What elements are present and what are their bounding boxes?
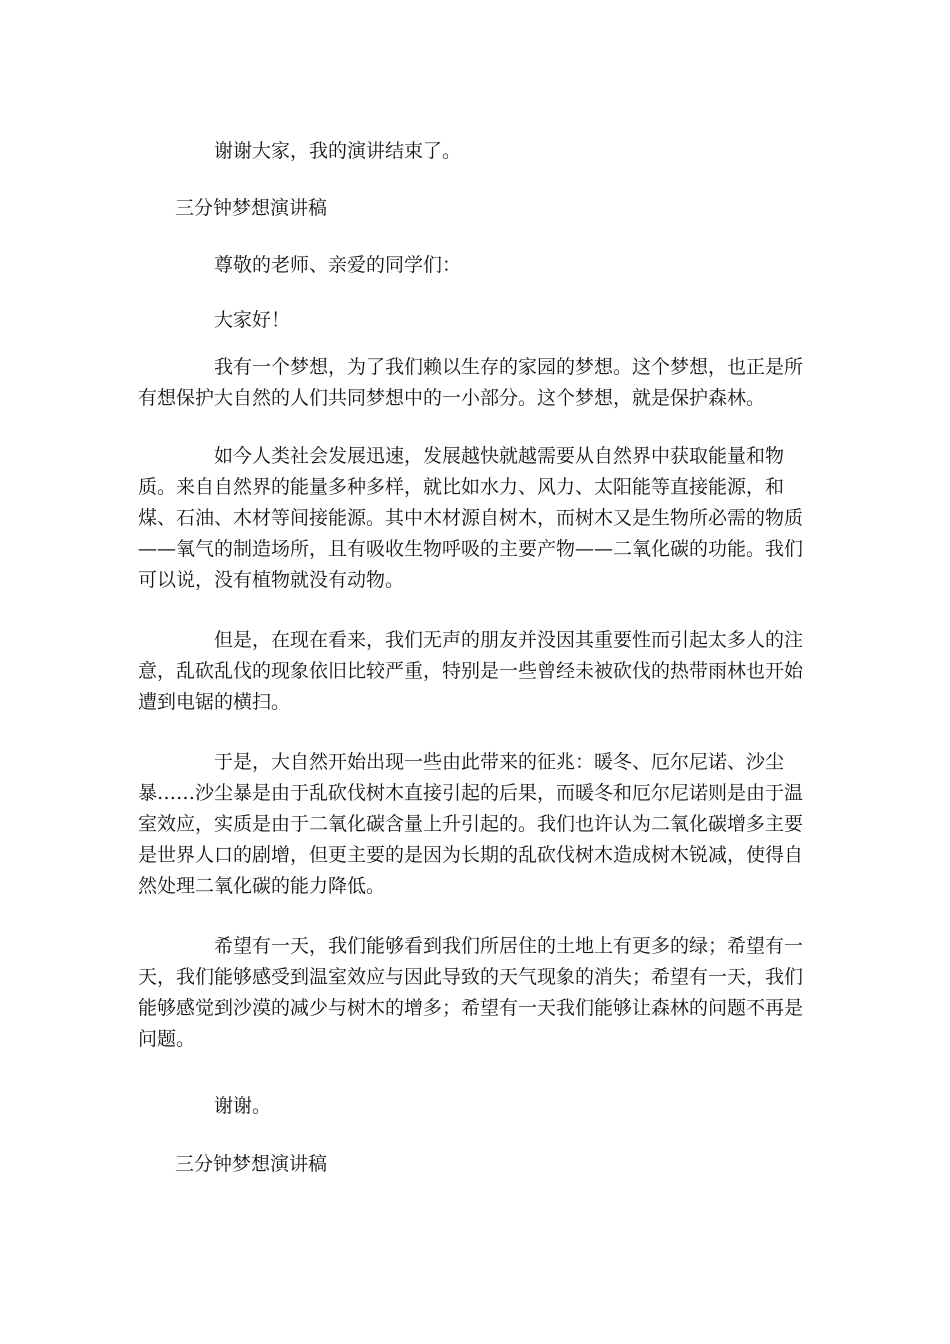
paragraph-hope: 希望有一天，我们能够看到我们所居住的土地上有更多的绿；希望有一天，我们能够感受到温室效应与因此导致的天气现象的消失；希望有一天，我们能够感觉到沙漠的减少与树木的增多；希望有一天我们能够让森林的问题不再是问题。 xyxy=(138,935,804,1050)
paragraph-consequences: 于是，大自然开始出现一些由此带来的征兆：暖冬、厄尔尼诺、沙尘暴……沙尘暴是由于乱砍伐树木直接引起的后果，而暖冬和厄尔尼诺则是由于温室效应，实质是由于二氧化碳含量上升引起的。我们也许认为二氧化碳增多主要是世界人口的剧增，但更主要的是因为长期的乱砍伐树木造成树木锐减，使得自然处理二氧化碳的能力降低。 xyxy=(138,751,804,897)
salutation: 尊敬的老师、亲爱的同学们： xyxy=(214,254,462,276)
closing-line-1: 谢谢大家，我的演讲结束了。 xyxy=(214,140,462,162)
closing-line-2: 谢谢。 xyxy=(214,1095,272,1117)
speech-heading-2: 三分钟梦想演讲稿 xyxy=(175,1153,328,1175)
speech-heading-1: 三分钟梦想演讲稿 xyxy=(175,197,328,219)
greeting: 大家好！ xyxy=(214,309,291,331)
paragraph-deforestation: 但是，在现在看来，我们无声的朋友并没因其重要性而引起太多人的注意，乱砍乱伐的现象依旧比较严重，特别是一些曾经未被砍伐的热带雨林也开始遭到电锯的横扫。 xyxy=(138,629,804,713)
paragraph-energy: 如今人类社会发展迅速，发展越快就越需要从自然界中获取能量和物质。来自自然界的能量多种多样，就比如水力、风力、太阳能等直接能源，和煤、石油、木材等间接能源。其中木材源自树木，而树木又是生物所必需的物质——氧气的制造场所，且有吸收生物呼吸的主要产物——二氧化碳的功能。我们可以说，没有植物就没有动物。 xyxy=(138,445,804,591)
paragraph-dream: 我有一个梦想，为了我们赖以生存的家园的梦想。这个梦想，也正是所有想保护大自然的人们共同梦想中的一小部分。这个梦想，就是保护森林。 xyxy=(138,356,804,409)
